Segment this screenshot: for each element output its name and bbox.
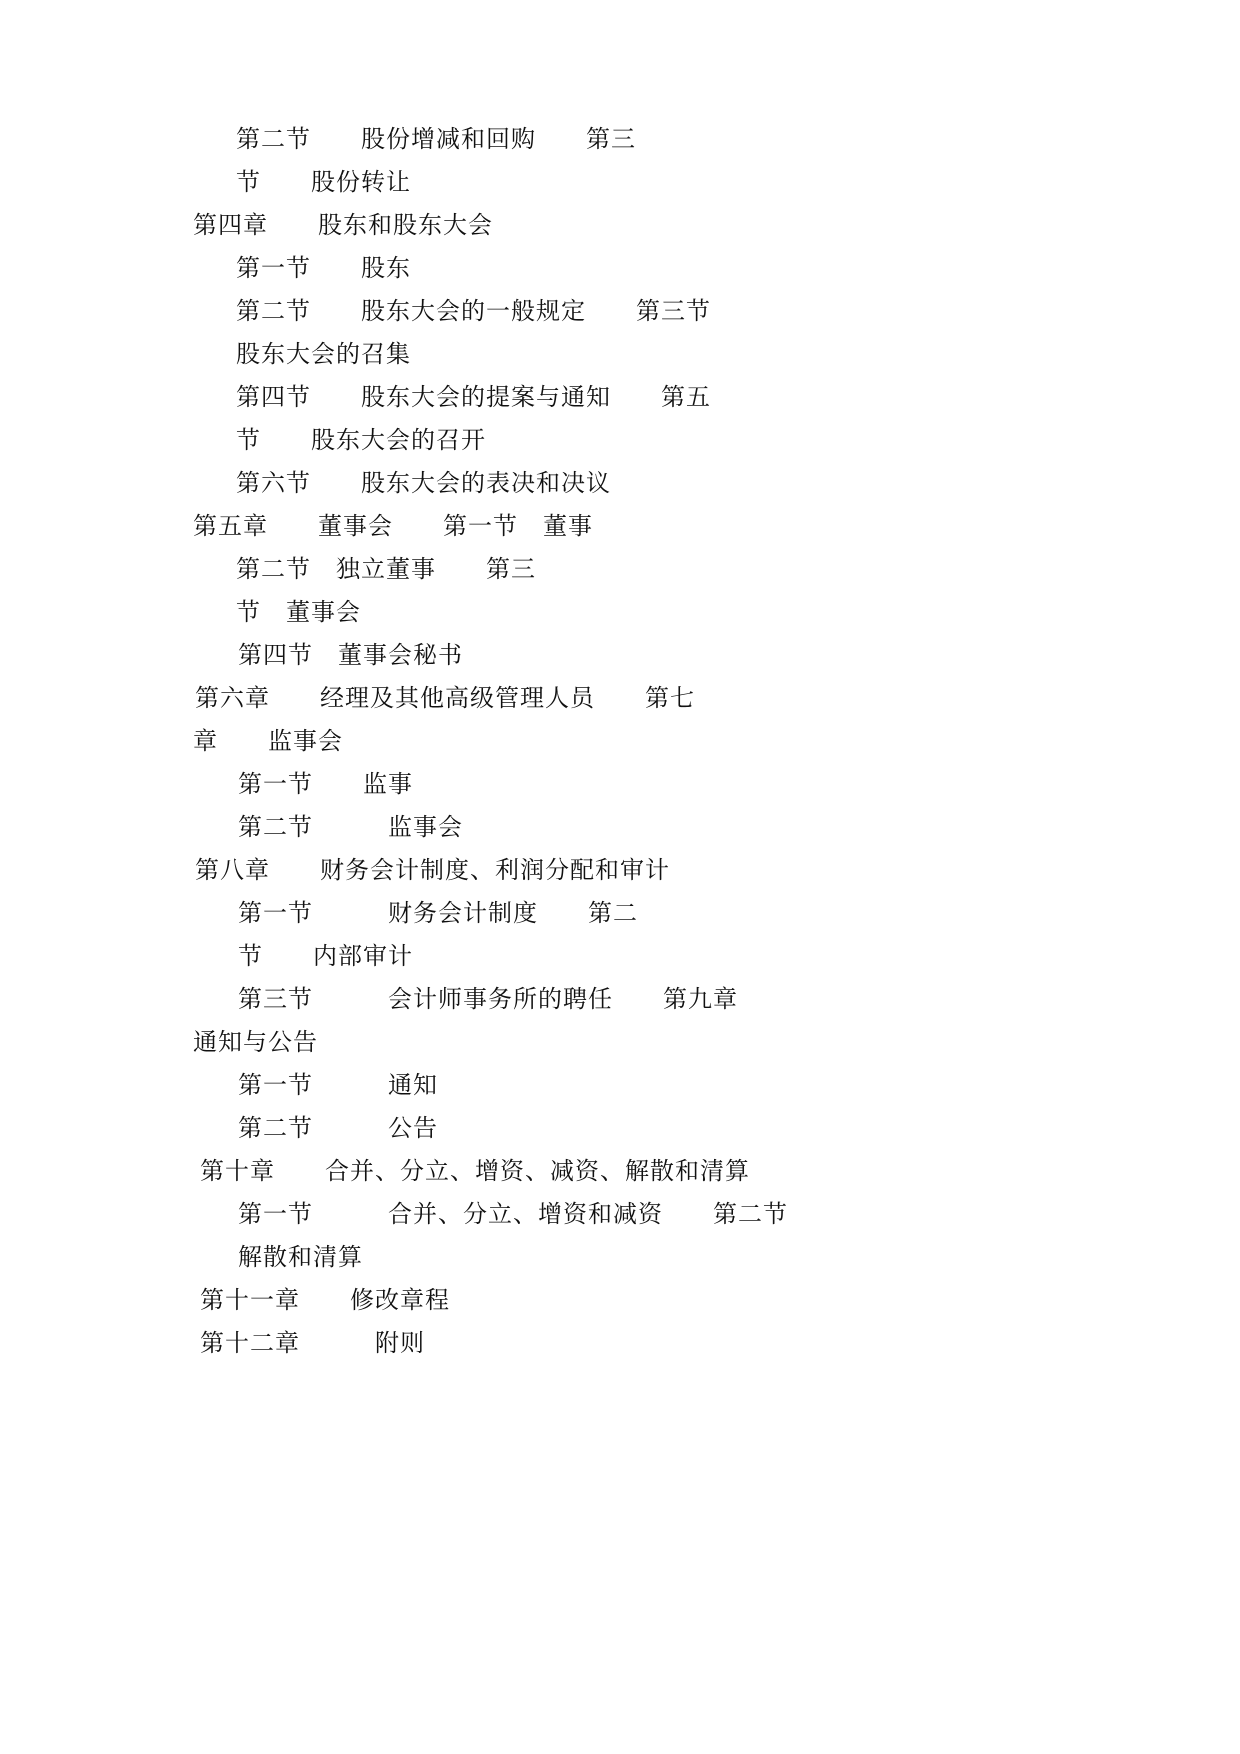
toc-line-chapter: 第十二章 附则 [200,1329,425,1357]
toc-line: 第四节 董事会秘书 [238,641,463,669]
toc-line: 节 内部审计 [238,942,413,970]
toc-line-chapter: 第八章 财务会计制度、利润分配和审计 [195,856,670,884]
toc-line: 第一节 通知 [238,1071,438,1099]
toc-line-chapter: 第十一章 修改章程 [200,1286,450,1314]
toc-line: 第一节 合并、分立、增资和减资 第二节 [238,1200,788,1228]
toc-line-chapter: 通知与公告 [193,1028,318,1056]
toc-line: 第一节 股东 [236,254,411,282]
toc-line: 节 股东大会的召开 [236,426,486,454]
toc-line: 第二节 独立董事 第三 [236,555,536,583]
toc-line-chapter: 第六章 经理及其他高级管理人员 第七 [195,684,695,712]
toc-line-chapter: 第十章 合并、分立、增资、减资、解散和清算 [200,1157,750,1185]
toc-line: 股东大会的召集 [236,340,411,368]
toc-line: 第一节 财务会计制度 第二 [238,899,638,927]
toc-line-chapter: 第四章 股东和股东大会 [193,211,493,239]
toc-line-chapter: 第五章 董事会 第一节 董事 [193,512,593,540]
toc-line: 第二节 股东大会的一般规定 第三节 [236,297,711,325]
toc-line: 第二节 公告 [238,1114,438,1142]
toc-line-chapter: 章 监事会 [193,727,343,755]
toc-line: 第六节 股东大会的表决和决议 [236,469,611,497]
toc-line: 解散和清算 [238,1243,363,1271]
table-of-contents [193,118,993,1365]
toc-line: 第二节 股份增减和回购 第三 [236,125,636,153]
toc-line: 节 股份转让 [236,168,411,196]
toc-line: 第四节 股东大会的提案与通知 第五 [236,383,711,411]
toc-line: 第一节 监事 [238,770,413,798]
toc-line: 第二节 监事会 [238,813,463,841]
toc-line: 第三节 会计师事务所的聘任 第九章 [238,985,738,1013]
toc-line: 节 董事会 [236,598,361,626]
